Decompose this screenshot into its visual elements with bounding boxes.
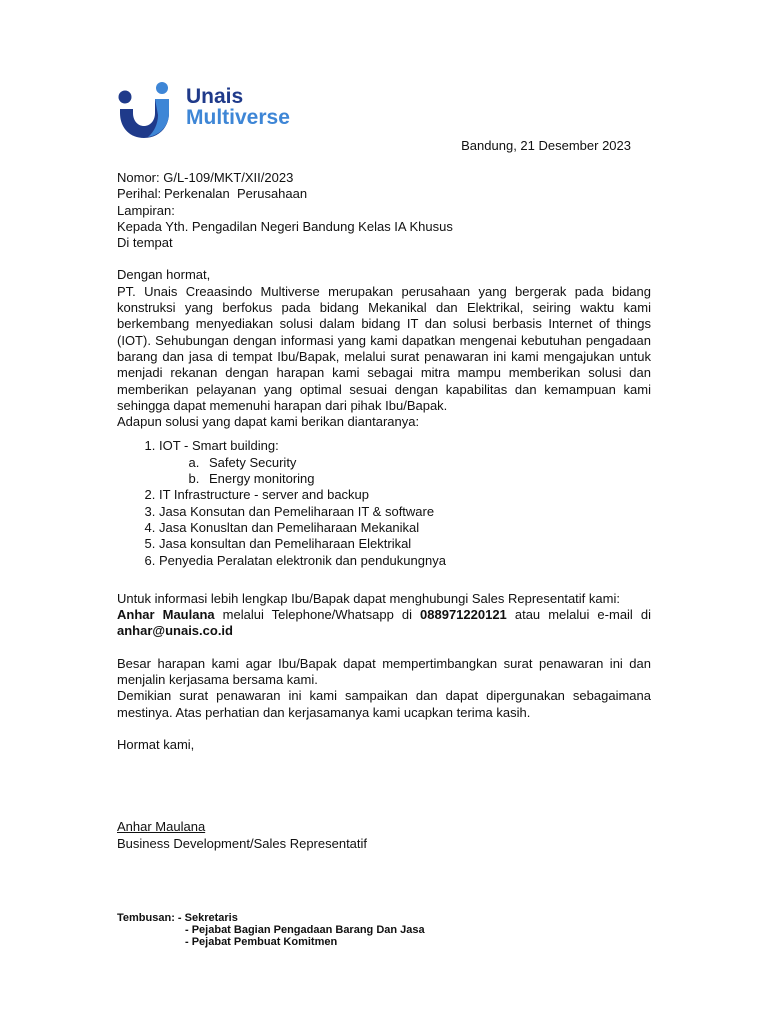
list-item — [159, 438, 651, 487]
recipient-place: Di tempat — [117, 235, 173, 251]
intro-paragraph: PT. Unais Creaasindo Multiverse merupakan perusahaan yang bergerak pada bidang konstruksi yang berfokus pada bidang Mekanikal dan Elektrikal, seiring waktu kami berkembang menyediakan solusi dalam bidang IT dan solusi berbasis Internet of things (IOT). Sehubungan dengan informasi yang kami dapatkan mengenai kebutuhan pengadaan barang dan jasa di tempat Ibu/Bapak, melalui surat penawaran ini kami mengajukan untuk menjadi rekanan dengan harapan kami sebagai mitra mampu memberikan solusi dan memberikan pelayanan yang optimal sesuai dengan kapabilitas dan kemampuan kami sehingga dapat memenuhi harapan dari pihak Ibu/Bapak. — [117, 283, 651, 413]
contact-name: Anhar Maulana — [117, 607, 215, 623]
attachment-label: Lampiran: — [117, 202, 175, 218]
contact-email[interactable]: anhar@unais.co.id — [117, 623, 233, 639]
contact-via-phone: melalui Telephone/Whatsapp di — [214, 607, 421, 623]
letter-body — [117, 170, 651, 852]
contact-via-email: atau melalui e-mail di — [506, 607, 651, 623]
list-item: 3. Jasa Konsutan dan Pemeliharaan IT & software — [159, 504, 651, 520]
list-item: 5. Jasa konsultan dan Pemeliharaan Elektrikal — [159, 536, 651, 552]
closing-paragraph-1: Besar harapan kami agar Ibu/Bapak dapat mempertimbangkan surat penawaran ini dan menjalin kerjasama bersama kami. — [117, 655, 651, 688]
sub-list — [159, 455, 651, 488]
logo-text-unais: Unais — [186, 85, 244, 108]
contact-intro: Untuk informasi lebih lengkap Ibu/Bapak dapat menghubungi Sales Representatif kami: — [117, 590, 620, 606]
signature-name: Anhar Maulana — [117, 819, 206, 835]
letter-number: Nomor: G/L-109/MKT/XII/2023 — [117, 170, 294, 185]
carbon-copy-item: - Pejabat Bagian Pengadaan Barang Dan Jasa — [185, 924, 425, 936]
carbon-copy-item: - Pejabat Pembuat Komitmen — [185, 936, 338, 948]
contact-phone: 088971220121 — [420, 607, 507, 623]
list-item: 2. IT Infrastructure - server and backup — [159, 487, 651, 503]
solutions-intro: Adapun solusi yang dapat kami berikan diantaranya: — [117, 414, 420, 430]
carbon-copy-item: - Sekretaris — [177, 912, 238, 924]
closing-paragraph-2: Demikian surat penawaran ini kami sampaikan dan dapat dipergunakan sebagaimana mestinya. Atas perhatian dan kerjasamanya kami ucapkan terima kasih. — [117, 688, 651, 720]
regards: Hormat kami, — [117, 736, 195, 752]
list-item-label: IOT - Smart building: — [159, 438, 279, 454]
sub-list-item: b. Energy monitoring — [203, 471, 651, 487]
salutation: Dengan hormat, — [117, 267, 211, 283]
company-logo — [117, 80, 307, 142]
contact-details — [117, 607, 651, 623]
signature-title: Business Development/Sales Representatif — [117, 835, 368, 851]
list-item: 6. Penyedia Peralatan elektronik dan pendukungnya — [159, 553, 651, 569]
carbon-copy — [117, 912, 425, 948]
letter-subject — [117, 186, 651, 202]
recipient: Kepada Yth. Pengadilan Negeri Bandung Kelas IA Khusus — [117, 218, 453, 234]
letter-date: Bandung, 21 Desember 2023 — [461, 138, 631, 153]
subject-label: Perihal: — [117, 186, 162, 202]
logo-text-multiverse: Multiverse — [186, 106, 290, 129]
unais-logo-mark-icon — [117, 80, 179, 142]
solutions-list — [117, 438, 651, 568]
carbon-copy-label: Tembusan: — [117, 912, 175, 924]
subject-value: Perkenalan Perusahaan — [164, 186, 308, 202]
list-item: 4. Jasa Konusltan dan Pemeliharaan Mekanikal — [159, 520, 651, 536]
sub-list-item: a. Safety Security — [203, 455, 651, 471]
